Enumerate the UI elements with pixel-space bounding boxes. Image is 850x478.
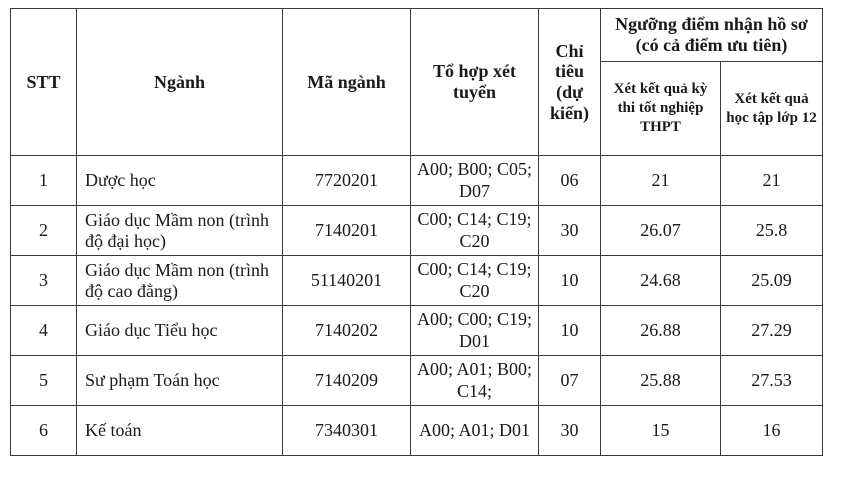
- cell-diem-thpt: 15: [601, 406, 721, 456]
- cell-diem-hoc-tap: 25.09: [721, 256, 823, 306]
- header-to-hop: Tổ hợp xét tuyển: [411, 9, 539, 156]
- table-row: [11, 256, 823, 306]
- header-nganh: Ngành: [77, 9, 283, 156]
- cell-nganh: Kế toán: [77, 406, 283, 456]
- cell-diem-hoc-tap: 27.53: [721, 356, 823, 406]
- cell-stt: 2: [11, 206, 77, 256]
- cell-ma-nganh: 7340301: [283, 406, 411, 456]
- cell-ma-nganh: 7140202: [283, 306, 411, 356]
- header-nguong-diem: Ngưỡng điểm nhận hồ sơ (có cả điểm ưu tiên): [601, 9, 823, 62]
- cell-chi-tieu: 30: [539, 406, 601, 456]
- cell-stt: 3: [11, 256, 77, 306]
- table-row: [11, 206, 823, 256]
- cell-nganh: Giáo dục Mầm non (trình độ đại học): [77, 206, 283, 256]
- table-row: [11, 356, 823, 406]
- cell-stt: 6: [11, 406, 77, 456]
- admission-table: [10, 8, 823, 456]
- cell-ma-nganh: 7720201: [283, 156, 411, 206]
- cell-to-hop: A00; A01; B00; C14;: [411, 356, 539, 406]
- cell-diem-thpt: 26.88: [601, 306, 721, 356]
- cell-diem-thpt: 26.07: [601, 206, 721, 256]
- cell-chi-tieu: 10: [539, 256, 601, 306]
- cell-to-hop: C00; C14; C19; C20: [411, 206, 539, 256]
- table-row: [11, 406, 823, 456]
- header-xet-hoc-tap: Xét kết quả học tập lớp 12: [721, 62, 823, 156]
- cell-nganh: Dược học: [77, 156, 283, 206]
- header-xet-thpt: Xét kết quả kỳ thi tốt nghiệp THPT: [601, 62, 721, 156]
- cell-diem-thpt: 25.88: [601, 356, 721, 406]
- cell-nganh: Sư phạm Toán học: [77, 356, 283, 406]
- cell-chi-tieu: 07: [539, 356, 601, 406]
- header-stt: STT: [11, 9, 77, 156]
- cell-to-hop: A00; A01; D01: [411, 406, 539, 456]
- header-ma-nganh: Mã ngành: [283, 9, 411, 156]
- cell-stt: 4: [11, 306, 77, 356]
- table-row: [11, 156, 823, 206]
- cell-ma-nganh: 7140209: [283, 356, 411, 406]
- cell-ma-nganh: 51140201: [283, 256, 411, 306]
- cell-nganh: Giáo dục Tiểu học: [77, 306, 283, 356]
- cell-diem-hoc-tap: 16: [721, 406, 823, 456]
- cell-diem-hoc-tap: 27.29: [721, 306, 823, 356]
- cell-to-hop: A00; B00; C05; D07: [411, 156, 539, 206]
- cell-stt: 1: [11, 156, 77, 206]
- cell-chi-tieu: 06: [539, 156, 601, 206]
- cell-to-hop: C00; C14; C19; C20: [411, 256, 539, 306]
- cell-ma-nganh: 7140201: [283, 206, 411, 256]
- cell-chi-tieu: 30: [539, 206, 601, 256]
- cell-diem-hoc-tap: 21: [721, 156, 823, 206]
- cell-diem-hoc-tap: 25.8: [721, 206, 823, 256]
- admission-table-container: [10, 8, 823, 456]
- header-chi-tieu: Chỉ tiêu (dự kiến): [539, 9, 601, 156]
- cell-nganh: Giáo dục Mầm non (trình độ cao đẳng): [77, 256, 283, 306]
- cell-diem-thpt: 24.68: [601, 256, 721, 306]
- cell-stt: 5: [11, 356, 77, 406]
- cell-to-hop: A00; C00; C19; D01: [411, 306, 539, 356]
- table-row: [11, 306, 823, 356]
- cell-diem-thpt: 21: [601, 156, 721, 206]
- cell-chi-tieu: 10: [539, 306, 601, 356]
